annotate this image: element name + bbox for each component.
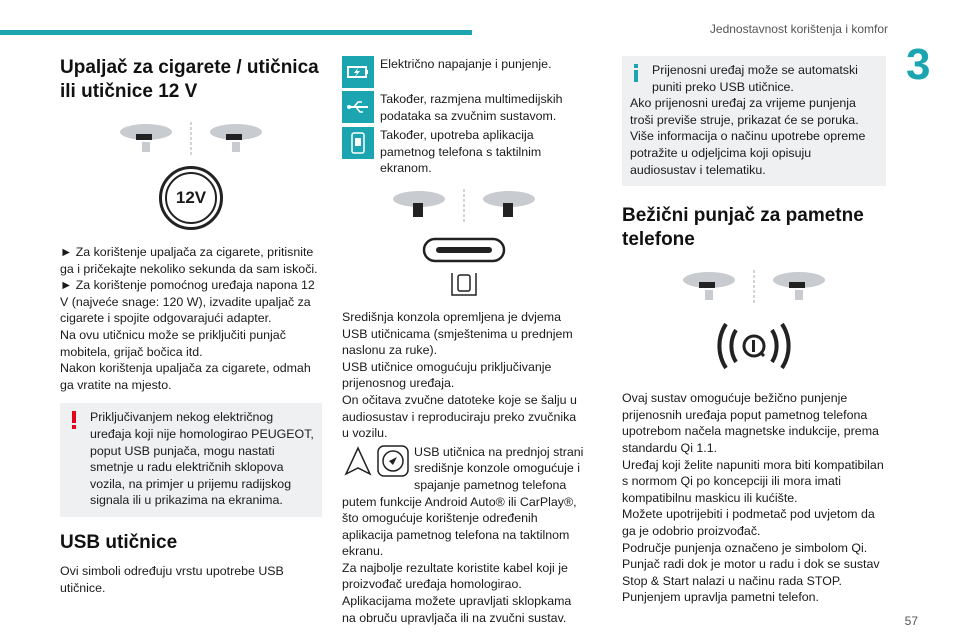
warning-box bbox=[60, 403, 322, 517]
warning-exclamation-icon bbox=[70, 411, 78, 429]
usb-para-4: Za najbolje rezultate koristite kabel koji je proizvođač uređaja homologirao. bbox=[342, 560, 568, 592]
usb-power-text: Električno napajanje i punjenje. bbox=[380, 57, 552, 71]
info-text-2: Ako prijenosni uređaj za vrijeme punjenja troši previše struje, prikazat će se poruka. bbox=[630, 96, 859, 127]
info-text-3: Više informacija o načinu upotrebe opreme potražite u odjeljcima koji opisuju audiosustav i telematiku. bbox=[630, 129, 866, 177]
lighter-para-3: Na ovu utičnicu može se priključiti punjač mobitela, grijač bočica itd. bbox=[60, 327, 286, 359]
usb-app-row bbox=[342, 127, 586, 177]
column-wireless-charger bbox=[622, 56, 886, 606]
wireless-para-6: Punjenjem upravlja pametni telefon. bbox=[622, 590, 819, 605]
qi-wireless-icon bbox=[622, 314, 886, 378]
usb-app-text: Također, upotreba aplikacija pametnog telefona s taktilnim ekranom. bbox=[380, 128, 542, 176]
usb-power-row bbox=[342, 56, 586, 88]
dashboard-icon bbox=[106, 120, 276, 158]
chapter-number: 3 bbox=[906, 40, 931, 89]
wireless-para-1: Ovaj sustav omogućuje bežično punjenje prijenosnih uređaja poput pametnog telefona upotrebom načela magnetske indukcije, prema standardu Qi 1.1. bbox=[622, 391, 879, 455]
column-cigarette-lighter bbox=[60, 56, 322, 596]
socket-12v-icon bbox=[60, 166, 322, 230]
usb-para-1: Središnja konzola opremljena je dvjema USB utičnicama (smještenima u prednjem naslonu za ruke). bbox=[342, 309, 573, 358]
wireless-para-5: Punjač radi dok je motor u radu i dok se sustav Stop & Start nalazi u načinu rada STOP. bbox=[622, 557, 880, 588]
info-box bbox=[622, 56, 886, 186]
usb-c-port-icon bbox=[342, 237, 586, 299]
usb-para-2: USB utičnice omogućuju priključivanje prijenosnog uređaja. bbox=[342, 359, 552, 391]
usb-para-5: Aplikacijama možete upravljati sklopkama na obruču upravljača ili na zvučni sustav. bbox=[342, 594, 572, 625]
usb-intro: Ovi simboli određuju vrstu upotrebe USB utičnice. bbox=[60, 563, 284, 595]
page-number: 57 bbox=[904, 614, 918, 628]
usb-data-row bbox=[342, 91, 586, 124]
socket-label: 12V bbox=[165, 172, 217, 224]
lighter-para-1: ► Za korištenje upaljača za cigarete, pritisnite ga i pričekajte nekoliko sekunda da sam iskoči. bbox=[60, 245, 318, 276]
warning-text: Priključivanjem nekog električnog uređaja koji nije homologirao PEUGEOT, poput USB punjača, mogu nastati smetnje u radu električnih sklopova vozila, na primjer u prijemu radijskog signala ili u prikazima na ekranima. bbox=[90, 410, 314, 508]
column-usb bbox=[342, 56, 586, 626]
wireless-position-diagram bbox=[622, 268, 886, 306]
android-auto-carplay-icon bbox=[342, 444, 410, 478]
header-accent-bar bbox=[0, 30, 472, 35]
lighter-para-2: ► Za korištenje pomoćnog uređaja napona 12 V (najveće snage: 120 W), izvadite upaljač za cigarete i spojite odgovarajući adapter. bbox=[60, 278, 315, 326]
lighter-para-4: Nakon korištenja upaljača za cigarete, odmah ga vratite na mjesto. bbox=[60, 361, 311, 392]
usb-position-diagram bbox=[342, 187, 586, 225]
usb-para-3: On očitava zvučne datoteke koje se šalju u audiosustav i reproduciraju preko zvučnika u vozilu. bbox=[342, 392, 577, 441]
usb-symbol-icon bbox=[342, 91, 374, 123]
info-text: Prijenosni uređaj može se automatski puniti preko USB utičnice. bbox=[652, 63, 858, 94]
wireless-para-2: Uređaj koji želite napuniti mora biti kompatibilan s normom Qi po koncepciji ili mora imati kompatibilnu maskicu ili kućište. bbox=[622, 457, 884, 505]
lighter-title: Upaljač za cigarete / utičnica ili utičnice 12 V bbox=[60, 57, 319, 102]
dashboard-icon bbox=[669, 268, 839, 306]
dashboard-icon bbox=[379, 187, 549, 225]
usb-title: USB utičnice bbox=[60, 531, 178, 553]
usb-data-text: Također, razmjena multimedijskih podataka sa zvučnim sustavom. bbox=[380, 92, 563, 123]
section-header: Jednostavnost korištenja i komfor bbox=[709, 22, 888, 36]
wireless-para-3: Možete upotrijebiti i podmetač pod uvjetom da ga je odobrio proizvođač. bbox=[622, 507, 875, 538]
wireless-para-4: Područje punjenja označeno je simbolom Qi. bbox=[622, 540, 868, 555]
wireless-title: Bežični punjač za pametne telefone bbox=[622, 205, 864, 251]
battery-charge-icon bbox=[342, 56, 374, 88]
console-position-diagram bbox=[60, 120, 322, 158]
info-icon bbox=[632, 64, 640, 82]
carplay-text: USB utičnica na prednjoj strani središnje konzole omogućuje i spajanje pametnog telefona putem funkcije Android Auto® ili CarPlay®, što omogućuje korištenje određenih aplikacija pametnog telefona na taktilnom ekranu. bbox=[342, 444, 584, 559]
carplay-block bbox=[342, 444, 586, 560]
smartphone-app-icon bbox=[342, 127, 374, 159]
